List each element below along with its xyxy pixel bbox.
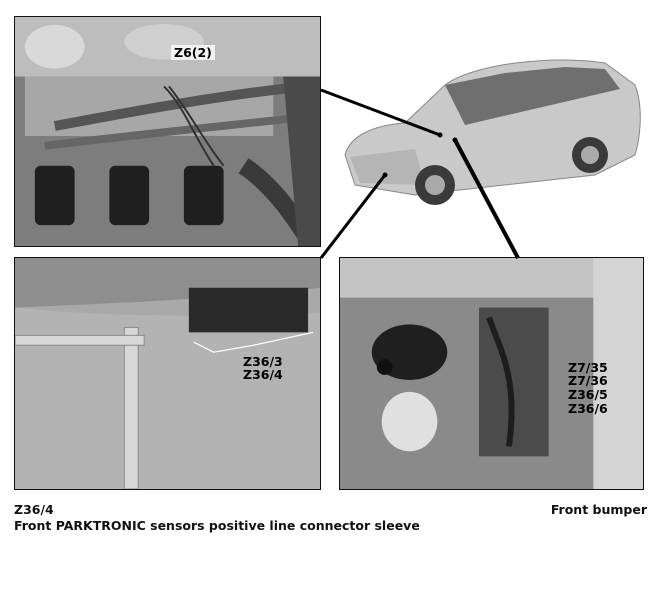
callout-z7-36: Z7/36: [568, 373, 608, 388]
callout-z36-6: Z36/6: [568, 401, 608, 416]
callout-z6-2: Z6(2): [171, 45, 215, 60]
callout-z36-3: Z36/3: [243, 354, 283, 369]
callout-z36-4: Z36/4: [243, 367, 283, 382]
engine-photo-panel: [14, 16, 321, 247]
caption-location: Front bumper: [550, 502, 647, 517]
callout-z36-5: Z36/5: [568, 387, 608, 402]
caption-description: Front PARKTRONIC sensors positive line connector sleeve: [14, 518, 420, 533]
bumper-photo-panel: [14, 257, 321, 490]
car-illustration: [335, 45, 645, 215]
caption-code: Z36/4: [14, 502, 54, 517]
engine-photo: [15, 17, 320, 246]
callout-z7-35: Z7/35: [568, 360, 608, 375]
car-icon: [335, 45, 645, 215]
fusebox-photo-panel: [339, 257, 644, 490]
